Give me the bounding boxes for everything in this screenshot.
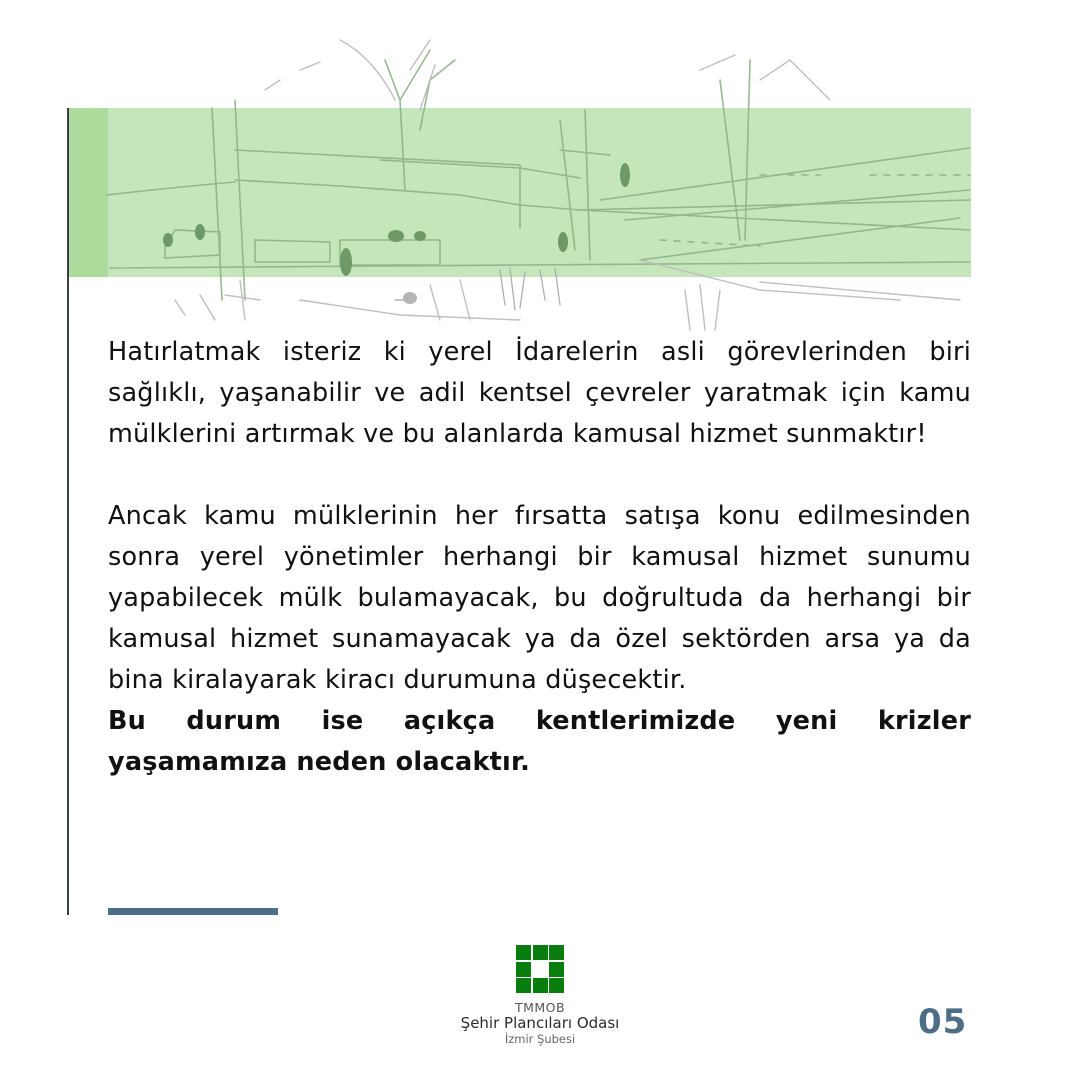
page-number: 05 xyxy=(918,1002,968,1042)
header-band-accent-strip xyxy=(69,108,108,277)
logo-line-branch: İzmir Şubesi xyxy=(504,1032,576,1046)
paragraph-2: Ancak kamu mülklerinin her fırsatta satışa konu edilmesinden sonra yerel yönetimler herhangi bir kamusal hizmet sunumu yapabilecek mülk bulamayacak, bu doğrultuda da herhangi bir kamusal hizmet sunamayacak ya da özel sektörden arsa ya da bina kiralayarak kiracı durumuna düşecektir. xyxy=(108,501,971,695)
organization-logo xyxy=(450,945,630,1046)
logo-line-tmmob: TMMOB xyxy=(514,1000,566,1015)
logo-grid-icon xyxy=(516,945,564,993)
paragraph-1: Hatırlatmak isteriz ki yerel İdarelerin asli görevlerinden biri sağlıklı, yaşanabilir ve adil kentsel çevreler yaratmak için kamu mülklerini artırmak ve bu alanlarda kamusal hizmet sunmaktır! xyxy=(108,337,971,449)
paragraph-3-emphasis: Bu durum ise açıkça kentlerimizde yeni krizler yaşamamıza neden olacaktır. xyxy=(108,706,971,777)
footer-accent-bar xyxy=(108,908,278,915)
header-green-band xyxy=(69,108,971,277)
logo-line-org-name: Şehir Plancıları Odası xyxy=(460,1014,620,1032)
paragraph-spacer xyxy=(108,455,971,496)
body-content xyxy=(108,332,971,783)
